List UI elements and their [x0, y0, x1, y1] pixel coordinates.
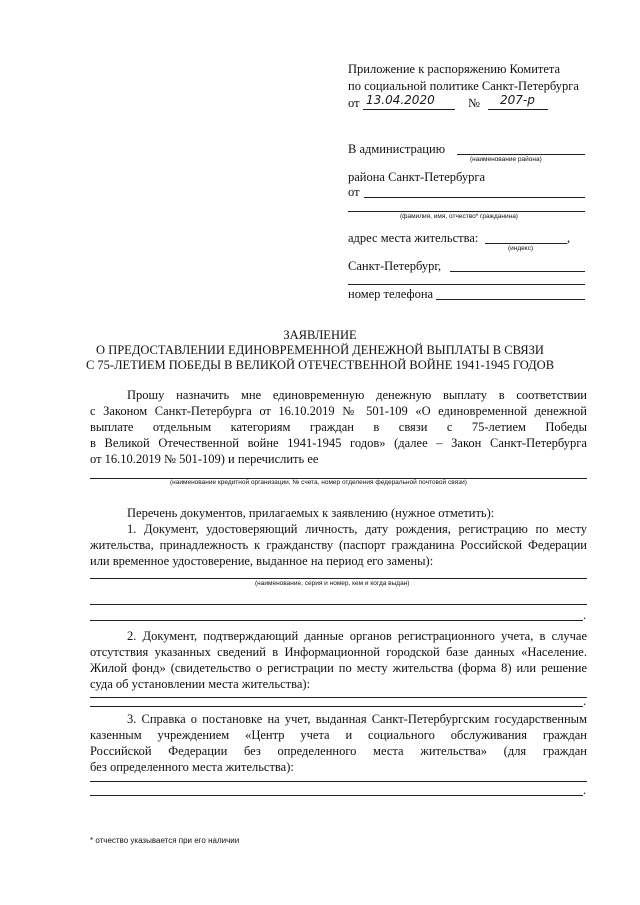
header-line-1: Приложение к распоряжению Комитета	[348, 62, 561, 76]
doc-subtitle-1: О ПРЕДОСТАВЛЕНИИ ЕДИНОВРЕМЕННОЙ ДЕНЕЖНОЙ ВЫПЛАТЫ В СВЯЗИ	[96, 343, 544, 357]
header-line-2: по социальной политике Санкт-Петербурга	[348, 79, 579, 93]
doc1-field-line-2[interactable]	[90, 604, 587, 605]
street-field-line[interactable]	[450, 271, 585, 272]
doc2-line-2: отсутствия указанных сведений в Информационной городской базе данных «Население.	[90, 645, 587, 659]
doc2-field-line-2[interactable]	[90, 706, 583, 707]
phone-field-line[interactable]	[436, 299, 585, 300]
doc1-line-2: жительства, принадлежность к гражданству (паспорт гражданина Российской Федерации	[90, 538, 587, 552]
doc1-caption: (наименование, серия и номер, кем и когда выдан)	[255, 580, 410, 587]
doc1-line-3: или временное удостоверение, выданное на период его замены):	[90, 554, 434, 568]
phone-label: номер телефона	[348, 287, 434, 301]
address-extra-line[interactable]	[348, 284, 585, 285]
doc2-field-line-1[interactable]	[90, 697, 587, 698]
doc3-line-3: Российской Федерации без определенного места жительства» (для граждан	[90, 744, 587, 758]
doc1-line-1: 1. Документ, удостоверяющий личность, дату рождения, регистрацию по месту	[127, 522, 587, 536]
doc1-field-line-1[interactable]	[90, 578, 587, 579]
number-underline	[488, 109, 548, 110]
from-label: от	[348, 185, 360, 199]
doc3-field-line-2[interactable]	[90, 795, 583, 796]
request-line-4: в Великой Отечественной войне 1941-1945 годов» (далее – Закон Санкт-Петербурга	[90, 436, 587, 450]
index-caption: (индекс)	[508, 245, 534, 252]
request-line-5: от 16.10.2019 № 501-109) и перечислить ее	[90, 452, 319, 466]
fio-field-line[interactable]	[348, 211, 585, 212]
address-comma: ,	[567, 231, 571, 245]
doc2-period: .	[583, 694, 587, 708]
doc3-line-1: 3. Справка о постановке на учет, выданная Санкт-Петербургским государственным	[127, 712, 587, 726]
doc3-period: .	[583, 783, 587, 797]
to-admin-label: В администрацию	[348, 142, 446, 156]
doc3-field-line-1[interactable]	[90, 781, 587, 782]
request-line-2: с Законом Санкт-Петербурга от 16.10.2019 № 501-109 «О единовременной денежной	[90, 404, 587, 418]
header-number-prefix: №	[468, 96, 480, 110]
district-caption: (наименование района)	[470, 156, 542, 163]
city-label: Санкт-Петербург,	[348, 259, 442, 273]
address-label: адрес места жительства:	[348, 231, 479, 245]
header-date-prefix: от	[348, 96, 360, 110]
district-label: района Санкт-Петербурга	[348, 170, 486, 184]
request-line-3: выплате отдельным категориям граждан в связи с 75-летием Победы	[90, 420, 587, 434]
request-line-1: Прошу назначить мне единовременную денежную выплату в соответствии	[127, 388, 587, 402]
documents-intro: Перечень документов, прилагаемых к заявлению (нужное отметить):	[127, 506, 495, 520]
bank-caption: (наименование кредитной организации, № счета, номер отделения федеральной почтовой связи)	[170, 479, 467, 486]
doc1-period: .	[583, 608, 587, 622]
doc3-line-4: без определенного места жительства):	[90, 760, 294, 774]
district-field-line[interactable]	[457, 154, 585, 155]
doc2-line-1: 2. Документ, подтверждающий данные органов регистрационного учета, в случае	[127, 629, 587, 643]
handwritten-date: 13.04.2020	[366, 93, 435, 107]
handwritten-number: 207-р	[500, 93, 535, 107]
doc1-field-line-3[interactable]	[90, 620, 583, 621]
index-field-line[interactable]	[485, 243, 567, 244]
doc-subtitle-2: С 75-ЛЕТИЕМ ПОБЕДЫ В ВЕЛИКОЙ ОТЕЧЕСТВЕННОЙ ВОЙНЕ 1941-1945 ГОДОВ	[85, 358, 555, 372]
doc2-line-3: Жилой фонд» (свидетельство о регистрации по месту жительства (форма 8) или решение	[90, 661, 587, 675]
date-underline	[363, 109, 455, 110]
footnote: * отчество указывается при его наличии	[90, 836, 240, 845]
doc-title: ЗАЯВЛЕНИЕ	[283, 328, 357, 342]
doc2-line-4: суда об установлении места жительства):	[90, 677, 311, 691]
from-field-line[interactable]	[364, 197, 585, 198]
fio-caption: (фамилия, имя, отчество* гражданина)	[400, 213, 518, 220]
doc3-line-2: казенным учреждением «Центр учета и социального обслуживания граждан	[90, 728, 587, 742]
